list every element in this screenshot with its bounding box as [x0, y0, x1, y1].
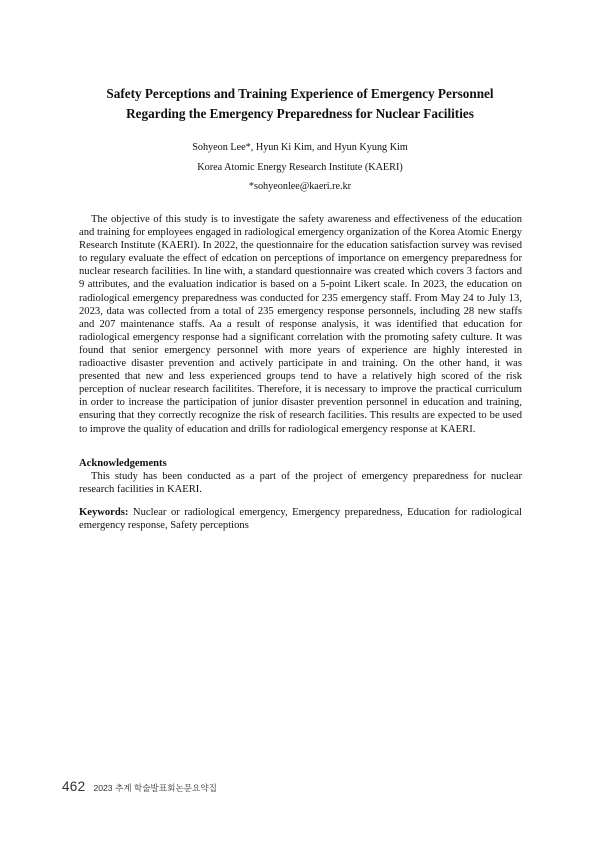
title-line-2: Regarding the Emergency Preparedness for Nuclear Facilities [126, 106, 474, 121]
corresponding-email: *sohyeonlee@kaeri.re.kr [248, 181, 352, 192]
author-list: Sohyeon Lee*, Hyun Ki Kim, and Hyun Kyung Kim [192, 142, 408, 153]
keywords-list: Nuclear or radiological emergency, Emergency preparedness, Education for radiological emergency response, Safety perceptions [79, 507, 522, 532]
acknowledgements-text: This study has been conducted as a part of the project of emergency preparedness for nuclear research facilities in KAERI. [79, 471, 522, 496]
page-number: 462 [62, 779, 86, 794]
paper-title [60, 84, 540, 124]
title-line-1: Safety Perceptions and Training Experience of Emergency Personnel [106, 86, 494, 101]
affiliation: Korea Atomic Energy Research Institute (KAERI) [197, 161, 403, 173]
author-block [60, 138, 540, 197]
keywords-paragraph [79, 506, 522, 532]
keywords-label: Keywords: [79, 507, 129, 518]
journal-name: 2023 추계 학술발표회논문요약집 [93, 783, 217, 793]
acknowledgements-heading: Acknowledgements [79, 458, 167, 469]
abstract-paragraph: The objective of this study is to investigate the safety awareness and effectiveness of the education and training for employees engaged in radiological emergency organization of the Korea Atomic Energy Research Institute (KAERI). In 2022, the questionnaire for the education satisfaction survey was revised to regulary evaluate the effect of edcation on perceptions of importance on emergency preparedness for nuclear research facilities. In line with, a standard questionnaire was created which covers 3 factors and 9 attributes, and the evaluation indicatior is based on a 5-point Likert scale. In 2023, the education on radiological emergency preparedness was conducted for 235 emergency staff. From May 24 to July 13, 2023, data was collected from a total of 235 emergency response personnels, including 28 new staffs and 207 maintenance staffs. Aa a result of response analysis, it was identified that education for radiological emergency response had a significant correlation with the promoting safety culture. It was found that senior emergency personnel with more years of experience are highly interested in radioactive disaster prevention and actively participate in and training. On the other hand, it was presented that new and less experienced groups tend to have a relatively high scored of the risk perception of nuclear research facilitites. Therefore, it is necessary to improve the practical curriculum in order to increase the participation of junior disaster prevention personnel in education and training, ensuring that they correctly recognize the risk of research facilities. This results are expected to be used to improve the quality of education and drills for radiological emergency response at KAERI. [79, 214, 522, 435]
page-footer [62, 779, 217, 794]
